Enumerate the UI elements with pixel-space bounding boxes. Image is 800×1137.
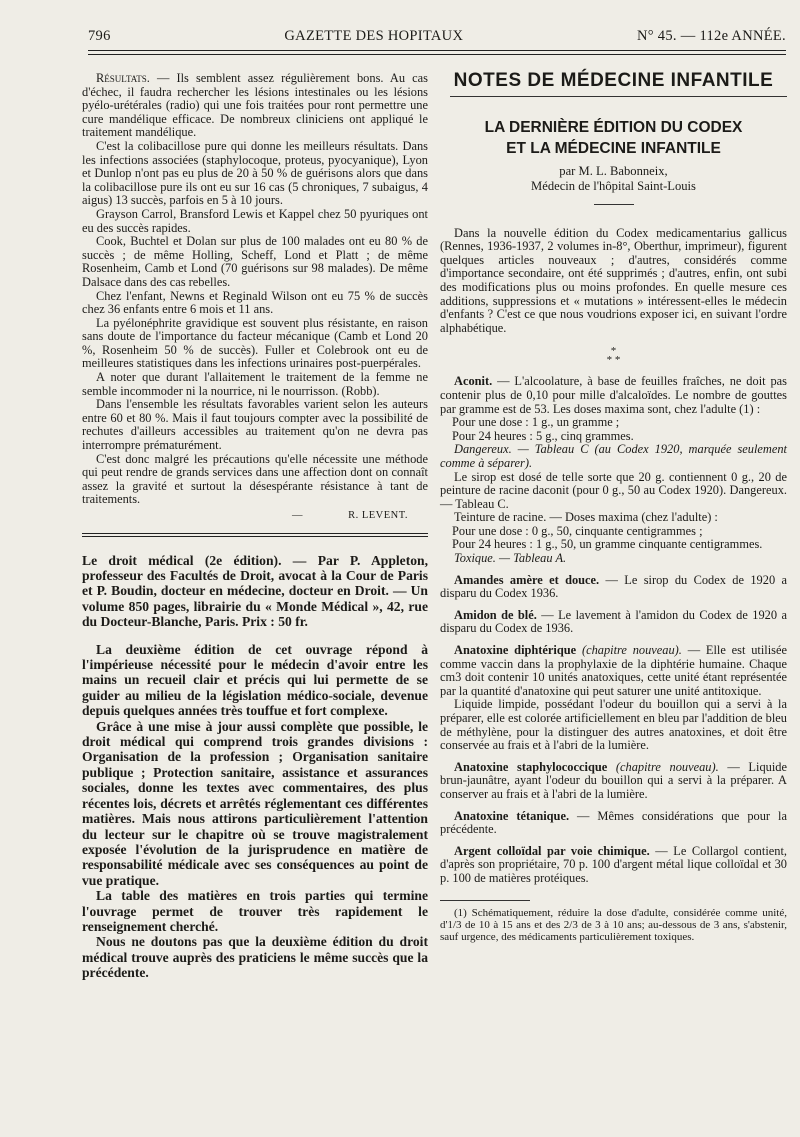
run-in-label: Résultats. (96, 71, 150, 85)
right-column (440, 72, 787, 943)
entry-anatoxine-staphylococcique (440, 761, 787, 802)
article-title-line: ET LA MÉDECINE INFANTILE (506, 139, 721, 157)
paragraph: Liquide limpide, possédant l'odeur du bouillon qui a servi à la préparer, elle est colorée artificiellement en bleu par l'addition de bleu de méthylène, pour la distinguer des autres anatoxines, et doit être conservée au frais et à l'abri de la lumière. (440, 697, 787, 753)
entry-aconit (440, 375, 787, 416)
dose-line: Pour une dose : 1 g., un gramme ; (452, 415, 620, 430)
entry-heading: Anatoxine tétanique. (454, 808, 570, 823)
book-review (82, 553, 428, 981)
entry-text: — Le Collargol contient, d'après son propriétaire, 70 p. 100 d'argent métal lique colloïdal et 30 p. 100 de matières protéiques. (440, 843, 787, 885)
paragraph: Grâce à une mise à jour aussi complète que possible, le droit médical qui comprend trois grandes divisions : Organisation de la profession ; Organisation sanitaire publique ; Protection sanitaire, assistance et assurances sociales, donne les textes avec commentaires, des plus récentes lois, décrets et arrêtés réglementant ces différentes matières. Mais nous attirons particulièrement l'attention du lecteur sur le chapitre où se trouve magistralement exposée l'évolution de la jurisprudence en matière de responsabilité médicale avec ses conséquences au point de vue pratique. (82, 718, 428, 888)
section-title: NOTES DE MÉDECINE INFANTILE (453, 70, 774, 91)
entry-text: — L'alcoolature, à base de feuilles fraîches, ne doit pas contenir plus de 0,10 pour mille d'alcaloïdes. Le nombre de gouttes par gramme est de 53. Les doses maxima sont, chez l'adulte (1) : (440, 374, 787, 416)
footnote: (1) Schématiquement, réduire la dose d'adulte, considérée comme unité, d'1/3 de 10 à 15 ans et des 2/3 de 3 à 10 ans; au-dessous de 3 ans, s'abstenir, sauf urgence, des médicaments particulièrement toxiques. (440, 906, 787, 943)
page-number: 796 (88, 28, 111, 44)
book-heading: Le droit médical (2e édition). — Par P. Appleton, professeur des Facultés de Droit, avocat à la Cour de Paris et P. Boudin, docteur en médecine, docteur en Droit. — Un volume 850 pages, librairie du « Monde Médical », 42, rue du Docteur-Blanche, Paris. Prix : 50 fr. (82, 552, 428, 630)
paragraph: Toxique. — Tableau A. (454, 551, 567, 566)
paragraph-text: — Ils semblent assez régulièrement bons. Au cas d'échec, il faudra rechercher les lésions intestinales ou les lésions pyélo-urétérales (radio) qui une fois traitées pour ront permettre une cure mandélique efficace. De nombreux cliniciens ont appliqué le traitement mandélique. (82, 71, 428, 140)
paragraph: Le sirop est dosé de telle sorte que 20 g. contiennent 0 g., 20 de peinture de racine daconit (pour 0 g., 50 au Codex 1920). Dangereux. — Tableau C. (440, 469, 787, 511)
asterism: * * * (606, 345, 621, 367)
paragraph: A noter que durant l'allaitement le traitement de la femme ne semble incommoder ni la nourrice, ni le nourrisson. (Robb). (82, 370, 428, 398)
dose-line: Pour une dose : 0 g., 50, cinquante centigrammes ; (452, 523, 703, 538)
author-signature: R. LEVENT. (348, 510, 408, 521)
entry-amidon (440, 609, 787, 636)
author-affiliation: Médecin de l'hôpital Saint-Louis (531, 178, 696, 193)
author: par M. L. Babonneix, (559, 163, 668, 178)
paragraph: La table des matières en trois parties qui termine l'ouvrage permet de trouver très rapidement le renseignement cherché. (82, 888, 428, 934)
entry-heading: Amandes amère et douce. (454, 572, 600, 587)
entry-subheading: (chapitre nouveau). (576, 643, 682, 658)
entry-amandes (440, 574, 787, 601)
paragraph: Dangereux. — Tableau C (au Codex 1920, marquée seulement comme à séparer). (440, 442, 787, 470)
paragraph: Grayson Carrol, Bransford Lewis et Kappel chez 50 pyuriques ont eu des succès rapides. (82, 206, 428, 235)
entry-text: — Mêmes considérations que pour la précédente. (440, 808, 787, 837)
issue-number: N° 45. — 112e ANNÉE. (636, 28, 786, 44)
article-title-line: LA DERNIÈRE ÉDITION DU CODEX (484, 118, 743, 136)
entry-heading: Anatoxine staphylococcique (454, 759, 608, 774)
paragraph: La pyélonéphrite gravidique est souvent plus résistante, en raison sans doute de l'importance du facteur mécanique (Camb et Lond 20 %, Rosenheim 50 % de succès). Fuller et Colebrook ont eu de meilleures statistiques dans les infections urinaires post-puerpérales. (82, 315, 428, 371)
entry-heading: Amidon de blé. (454, 607, 537, 622)
dose-line: Pour 24 heures : 5 g., cinq grammes. (452, 428, 634, 443)
article-title (440, 117, 787, 159)
entry-heading: Aconit. (454, 374, 493, 389)
paragraph: Dans l'ensemble les résultats favorables varient selon les auteurs entre 60 et 80 %. Mais il faut toujours compter avec la possibilité de rechutes d'ailleurs accessibles au traitement qu'on ne devra pas interrompre prématurément. (82, 397, 428, 453)
header-rule (88, 50, 786, 51)
byline (440, 164, 787, 194)
entry-text: — Liquide brun-jaunâtre, ayant l'odeur du bouillon qui a servi à la préparer. A conserver au frais et à l'abri de la lumière. (440, 759, 787, 801)
title-rule (450, 96, 787, 97)
journal-title: GAZETTE DES HOPITAUX (284, 28, 464, 44)
paragraph: C'est donc malgré les précautions qu'elle nécessite une méthode qui peut rendre de grands services dans une affection dont on connaît assez la gravité et surtout la désespérante résistance à tant de traitements. (82, 451, 428, 507)
footnote-rule (440, 900, 530, 901)
header-rule (88, 54, 786, 55)
section-divider (82, 533, 428, 537)
left-column (82, 72, 428, 981)
paragraph: Cook, Buchtel et Dolan sur plus de 100 malades ont eu 80 % de succès ; de même Holling, Scheff, Lond et Platt ; de même Rosenheim, Camb et Lond (70 guérisons sur 98 malades). De même Dalsace dans des cas rebelles. (82, 234, 428, 289)
short-rule (594, 204, 634, 205)
entry-text: — Le lavement à l'amidon du Codex de 1920 a disparu du Codex de 1936. (440, 607, 787, 636)
entry-anatoxine-diphterique (440, 644, 787, 698)
page-header (88, 28, 786, 48)
entry-subheading: (chapitre nouveau). (607, 759, 719, 774)
signature-line: — R. LEVENT. (292, 510, 408, 521)
paragraph: Nous ne doutons pas que la deuxième édition du droit médical trouve auprès des praticiens le même succès que la précédente. (82, 934, 428, 981)
paragraph: C'est la colibacillose pure qui donne les meilleurs résultats. Dans les infections associées (staphylocoque, proteus, pyocyanique), Lyon et Dunlop n'ont pas eu plus de 20 à 50 % de guérisons alors que dans la colibacillose pure ils ont eu sur 16 cas (5 chroniques, 7 subaigus, 4 aigus) 13 succès, parfois en 5 à 10 jours. (82, 138, 428, 208)
paragraph: Teinture de racine. — Doses maxima (chez l'adulte) : (454, 510, 718, 525)
entry-text: — Le sirop du Codex de 1920 a disparu du Codex 1936. (440, 572, 787, 601)
paragraph: La deuxième édition de cet ouvrage répond à l'impérieuse nécessité pour le médecin d'avoir entre les mains un recueil clair et précis qui lui permette de se guider au milieu de la législation médico-sociale, devenue depuis quelques années très touffue et fort complexe. (82, 641, 428, 719)
paragraph (82, 72, 428, 140)
paragraph: Chez l'enfant, Newns et Reginald Wilson ont eu 75 % de succès chez 36 enfants entre 6 mois et 11 ans. (82, 288, 428, 317)
entry-anatoxine-tetanique (440, 810, 787, 837)
entry-text: — Elle est utilisée comme vaccin dans la prophylaxie de la diphtérie humaine. Chaque cm3 doit contenir 10 unités anatoxiques, cette unité étant représentée par la quantité d'anatoxine qui peut saturer une unité antitoxique. (440, 643, 788, 698)
entry-argent-colloidal (440, 845, 787, 886)
dose-line: Pour 24 heures : 1 g., 50, un gramme cinquante centigrammes. (452, 537, 763, 552)
intro-paragraph: Dans la nouvelle édition du Codex medicamentarius gallicus (Rennes, 1936-1937, 2 volumes in-8°, Oberthur, imprimeur), figurent quelques articles nouveaux ; d'autres, considérés comme d'importance secondaire, ont été supprimés ; d'autres, enfin, ont subi des modifications plus ou moins profondes. En quelle mesure ces additions, suppressions et « mutations » intéressent-elles le médecin d'enfants ? C'est ce que nous voudrions exposer ici, en suivant l'ordre alphabétique. (440, 225, 787, 335)
entry-heading: Argent colloïdal par voie chimique. (454, 843, 650, 858)
entry-heading: Anatoxine diphtérique (454, 643, 577, 658)
